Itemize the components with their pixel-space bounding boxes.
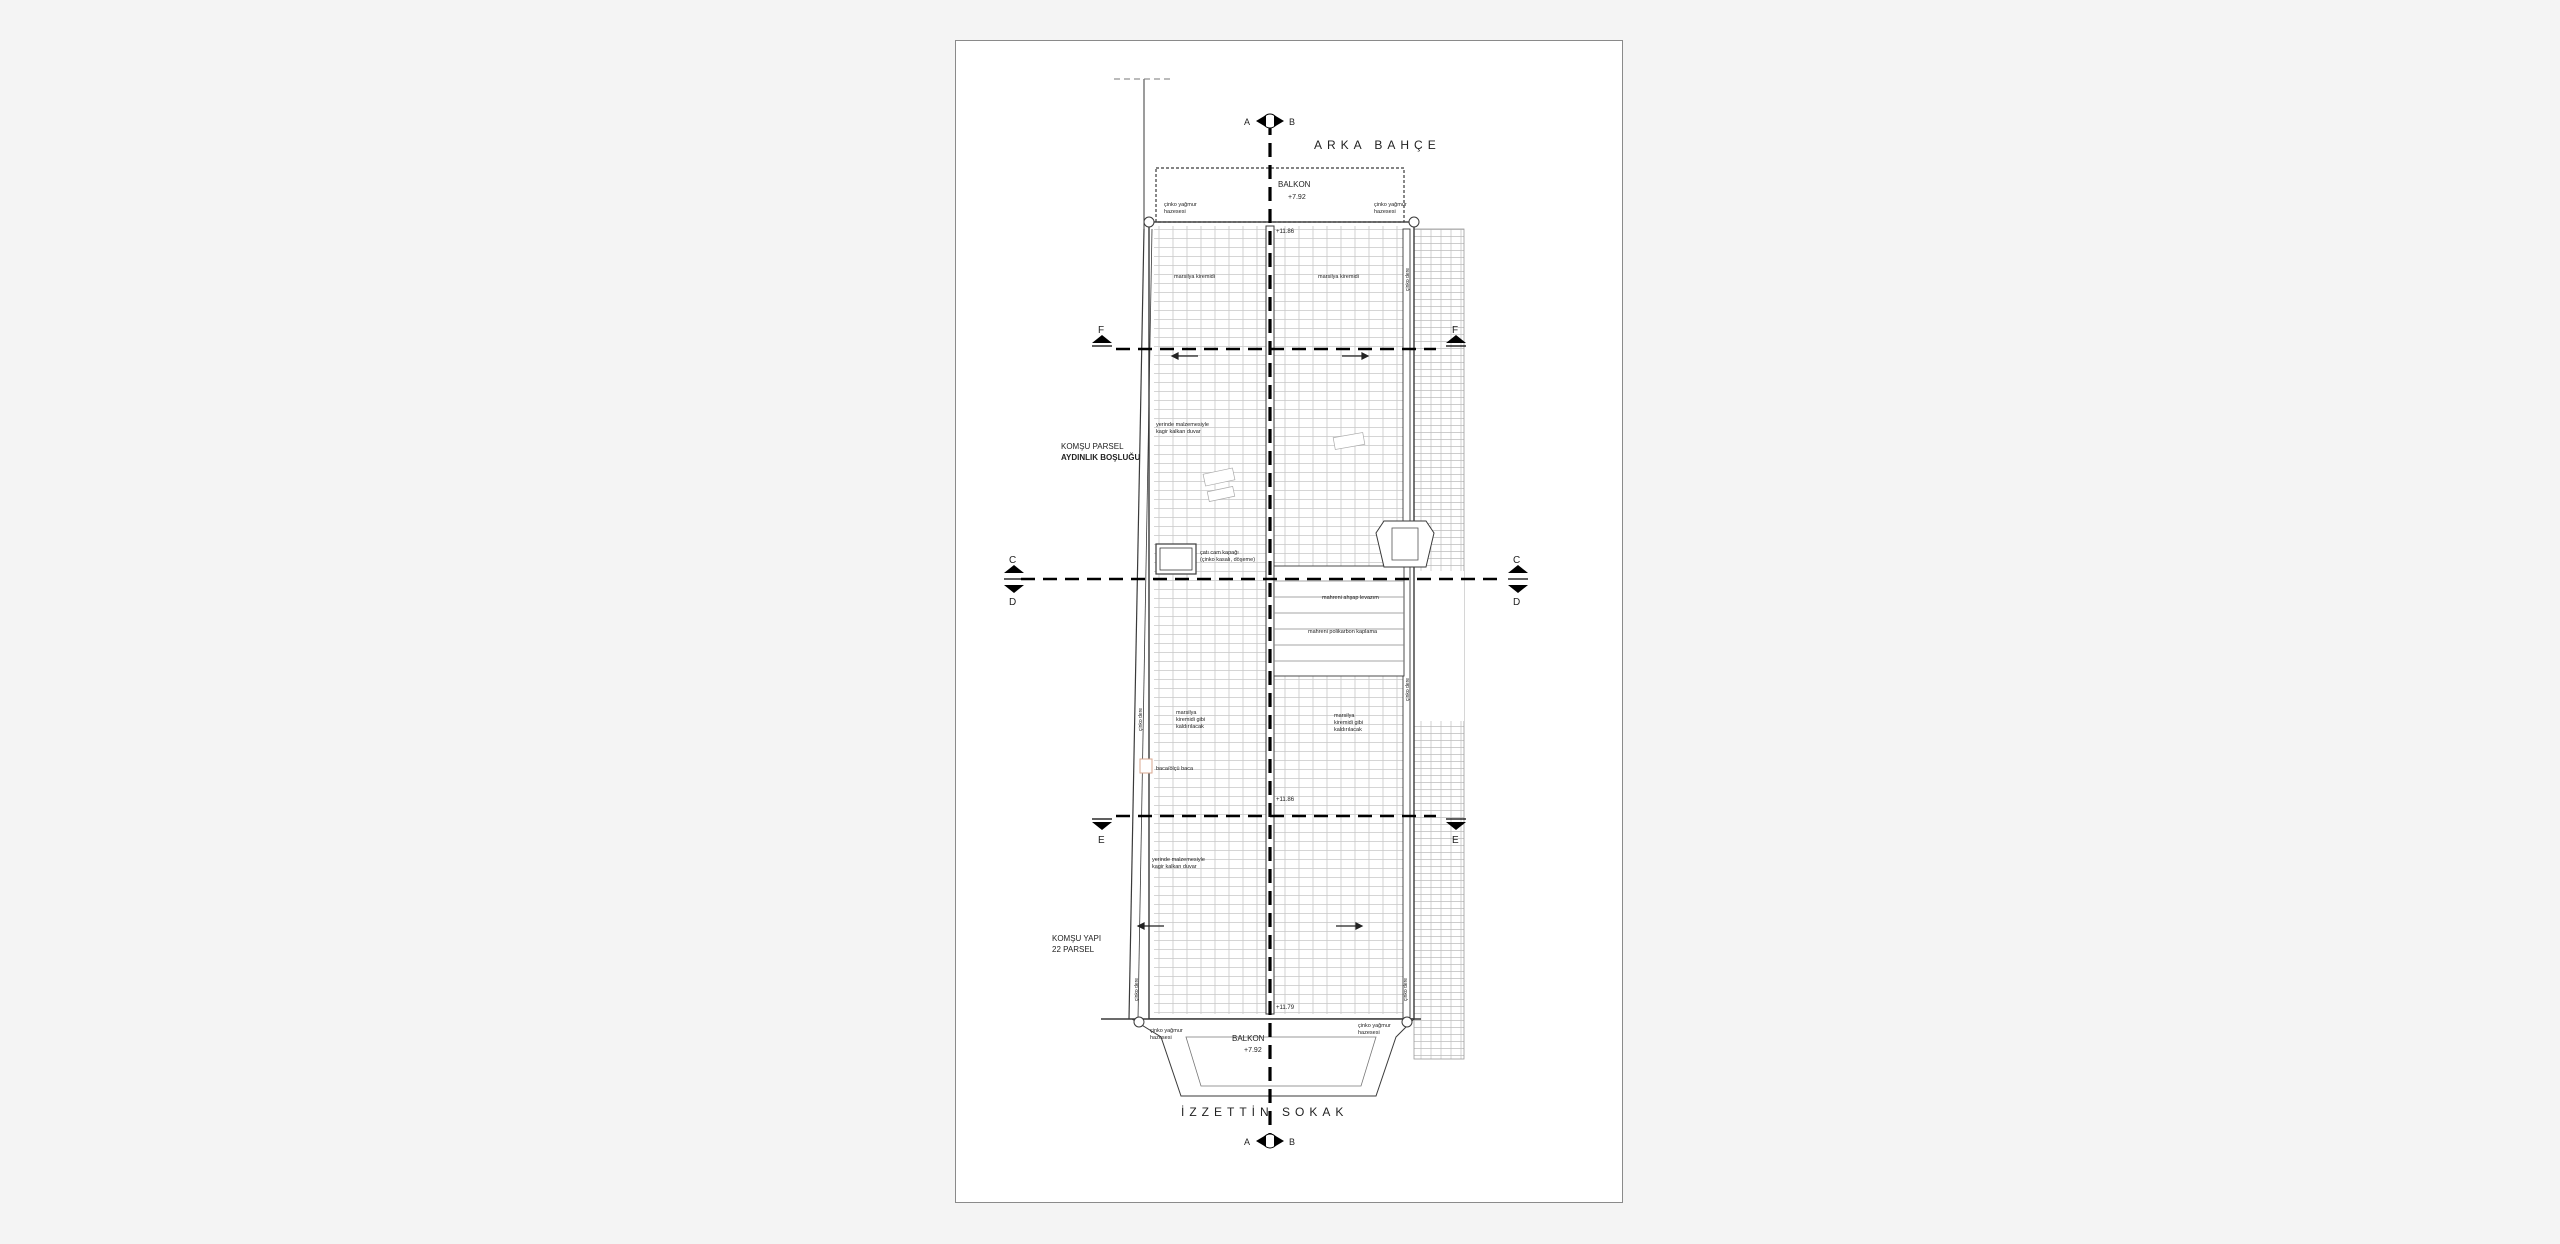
gutter-side-left-label-b: çinko dere [1134,977,1140,1001]
ridge-elevation-top: +11.86 [1276,229,1295,235]
left-parapet-line-inner [1138,229,1152,1019]
section-label-f-right: F [1452,325,1459,336]
gutter-label-tl-1: çinko yağmur [1164,202,1197,208]
downpipe-tl [1144,217,1154,227]
gutter-label-bl-1: çinko yağmur [1150,1028,1183,1034]
section-label-e-right: E [1452,835,1459,846]
ridge-elevation-bottom: +11.79 [1276,1005,1295,1011]
section-marker-e-left [1092,819,1112,830]
section-label-e-left: E [1098,835,1105,846]
downpipe-br [1402,1017,1412,1027]
gutter-side-right-label: çinko dere [1405,267,1411,291]
roof-tiles-left [1154,226,1266,1014]
balcony-top-label: BALKON [1278,180,1311,189]
gutter-label-bl-2: hazesesi [1150,1035,1172,1041]
balcony-bottom-label: BALKON [1232,1034,1265,1043]
gutter-label-br-1: çinko yağmur [1358,1023,1391,1029]
tile-left-label-2: kiremidi gibi [1176,717,1206,723]
section-label-b-top: B [1289,117,1296,127]
gutter-side-right-label-b: çinko dere [1405,677,1411,701]
roof-hatch [1156,544,1196,574]
left-parapet-line [1129,229,1144,1019]
balcony-top-outline [1156,168,1404,222]
parapet-lower-label-1: yerinde malzemesiyle [1152,857,1205,863]
parapet-label-1: yerinde malzemesiyle [1156,422,1209,428]
section-marker-cd-right [1508,565,1528,593]
parapet-label-2: kagir kalkan duvar [1156,429,1201,435]
neighbor-building-label: KOMŞU YAPI [1052,934,1102,943]
chimney-label: baca/ölçü baca [1156,766,1193,772]
south-label: İZZETTİN SOKAK [1181,1105,1349,1119]
parapet-lower-label-2: kagir kalkan duvar [1152,864,1197,870]
section-label-a-top: A [1244,117,1251,127]
balcony-bottom-elevation: +7.92 [1244,1047,1262,1054]
section-marker-f-left [1092,335,1112,346]
membrane-label-1: mahreni ahşap levazım [1322,595,1379,601]
roof-plan [956,41,1624,1204]
downpipe-bl [1134,1017,1144,1027]
section-label-b-bottom: B [1289,1137,1296,1147]
neighbor-gap-mask [1414,571,1464,721]
section-label-d-right: D [1513,597,1521,608]
section-marker-cd-left [1004,565,1024,593]
north-label: ARKA BAHÇE [1314,138,1441,152]
skylight-label-2: (çinko kasalı, döşeme) [1200,557,1256,563]
neighbor-building-parcel: 22 PARSEL [1052,945,1095,954]
ridge-elevation-mid: +11.86 [1276,797,1295,803]
chimney-box [1140,759,1152,773]
gutter-label-tr-1: çinko yağmur [1374,202,1407,208]
neighbor-parcel-label: KOMŞU PARSEL [1061,442,1124,451]
tile-right-label-1: marsilya [1334,713,1355,719]
balcony-top-elevation: +7.92 [1288,194,1306,201]
gutter-label-br-2: hazesesi [1358,1030,1380,1036]
section-label-a-bottom: A [1244,1137,1251,1147]
gutter-label-tl-2: hazesesi [1164,209,1186,215]
downpipe-tr [1409,217,1419,227]
gutter-side-right-label-c: çinko dere [1403,977,1409,1001]
membrane-label-2: mahreni polikarbon kaplama [1308,629,1378,635]
gutter-label-tr-2: hazesesi [1374,209,1396,215]
section-label-d-left: D [1009,597,1017,608]
skylight-label-1: çatı cam kapağı [1200,550,1239,556]
tile-left-label-1: marsilya [1176,710,1197,716]
section-marker-ab-top [1256,114,1284,128]
section-label-c-left: C [1009,555,1017,566]
section-marker-ab-bottom [1256,1134,1284,1148]
drawing-sheet [955,40,1623,1203]
tile-left-label-3: kaldırılacak [1176,724,1204,730]
tile-right-label-2: kiremidi gibi [1334,720,1364,726]
section-label-c-right: C [1513,555,1521,566]
tile-label-right: marsilya kiremidi [1318,274,1359,280]
section-label-f-left: F [1098,325,1105,336]
polycarbonate-area [1274,566,1404,676]
tile-label-left: marsilya kiremidi [1174,274,1215,280]
tile-right-label-3: kaldırılacak [1334,727,1362,733]
gutter-side-left-label: çinko dere [1138,707,1144,731]
light-well-label: AYDINLIK BOŞLUĞU [1061,453,1141,462]
